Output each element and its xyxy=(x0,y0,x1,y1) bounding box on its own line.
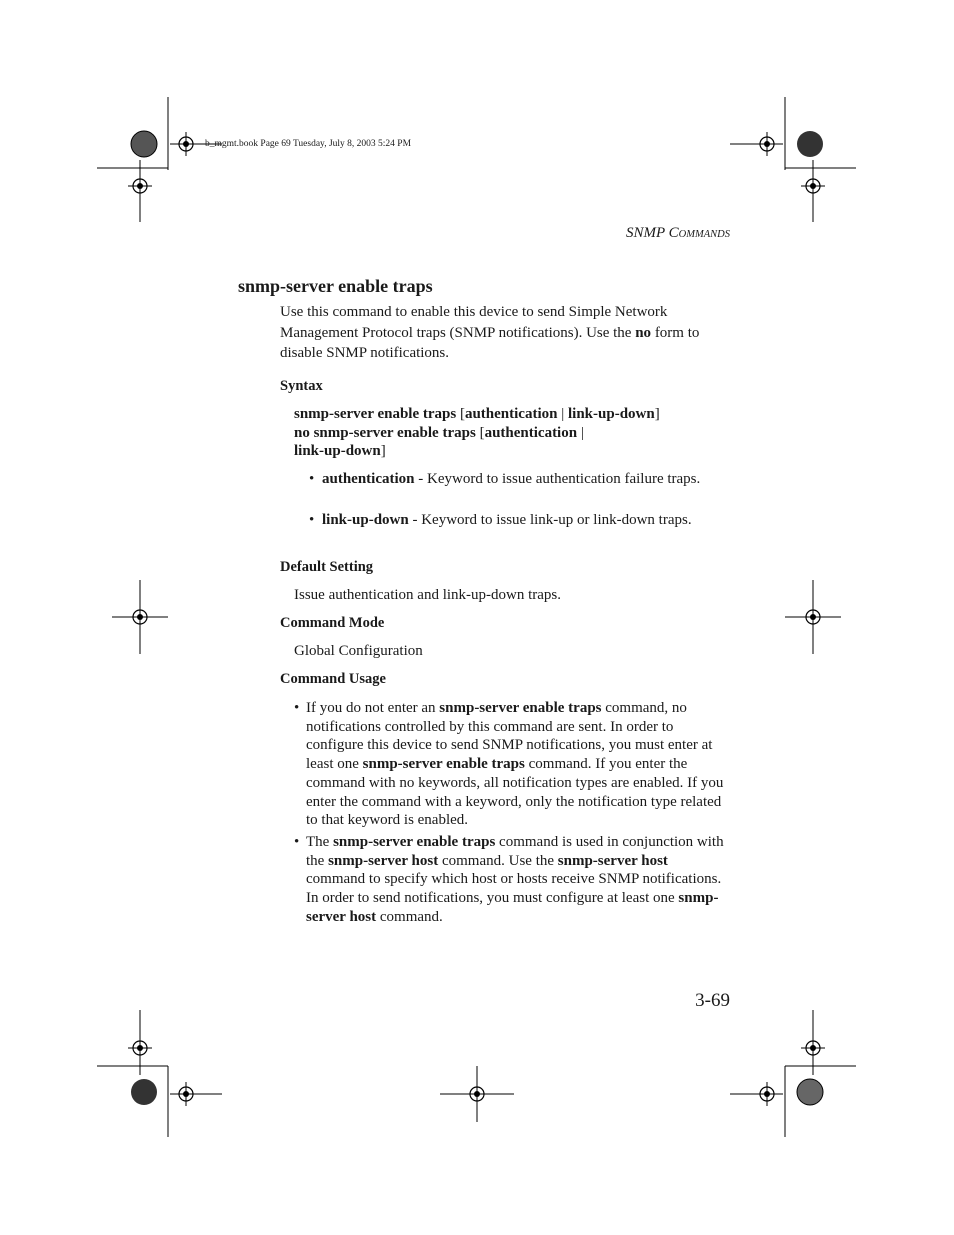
syntax-line-2 xyxy=(294,424,734,443)
bullet-text: - Keyword to issue link-up or link-down traps. xyxy=(408,512,692,528)
syntax-bullet-authentication xyxy=(309,470,722,489)
running-head xyxy=(626,225,730,242)
usage-keyword: snmp-server enable traps xyxy=(333,834,496,850)
usage-bullet-1 xyxy=(294,699,730,830)
bullet-icon: • xyxy=(294,834,300,850)
usage-text: The xyxy=(306,834,334,850)
syntax-no-command: no snmp-server enable traps xyxy=(294,424,476,441)
usage-text: command. If you enter the command with no keywords, all notification types are enabled. If you enter the command with a keyword, only the notification type related to that keyword is enabled. xyxy=(306,756,724,829)
bullet-icon: • xyxy=(309,471,315,487)
syntax-separator: | xyxy=(557,406,568,422)
bullet-term: authentication xyxy=(322,471,415,487)
syntax-bracket: [ xyxy=(475,424,485,441)
default-setting-heading: Default Setting xyxy=(280,559,374,575)
bullet-term: link-up-down xyxy=(322,512,409,528)
intro-text-end: form to disable SNMP notifications. xyxy=(280,324,700,361)
syntax-keyword-link: link-up-down xyxy=(294,443,381,459)
usage-text: If you do not enter an xyxy=(306,700,440,716)
bullet-text: - Keyword to issue authentication failure traps. xyxy=(414,471,701,487)
syntax-line-1 xyxy=(294,405,734,424)
syntax-separator: | xyxy=(577,424,584,441)
bullet-icon: • xyxy=(294,700,300,716)
command-mode-text: Global Configuration xyxy=(294,643,423,659)
syntax-keyword-auth: authentication xyxy=(464,406,558,422)
print-slug: b_mgmt.book Page 69 Tuesday, July 8, 2003 5:24 PM xyxy=(205,139,412,149)
usage-keyword: snmp-server enable traps xyxy=(362,756,525,773)
syntax-keyword-link: link-up-down xyxy=(568,406,655,422)
intro-keyword: no xyxy=(635,324,652,341)
command-mode-heading: Command Mode xyxy=(280,615,385,631)
bullet-icon: • xyxy=(309,512,315,528)
syntax-bracket: [ xyxy=(456,406,465,422)
syntax-heading: Syntax xyxy=(280,378,323,394)
syntax-block xyxy=(294,405,734,461)
running-head-smallcaps: OMMANDS xyxy=(678,229,730,240)
usage-keyword: snmp-server host xyxy=(306,890,719,925)
syntax-keyword-auth: authentication xyxy=(484,424,578,441)
running-head-text: SNMP C xyxy=(626,225,679,241)
syntax-bracket-close: ] xyxy=(654,406,660,422)
section-title: snmp-server enable traps xyxy=(238,276,433,296)
usage-keyword: snmp-server enable traps xyxy=(439,700,602,716)
usage-keyword: snmp-server host xyxy=(557,852,668,869)
usage-text: command. Use the xyxy=(438,852,558,869)
usage-text: command. xyxy=(376,908,443,925)
intro-paragraph xyxy=(280,302,730,364)
syntax-command: snmp-server enable traps xyxy=(294,406,457,422)
usage-keyword: snmp-server host xyxy=(328,852,439,869)
syntax-bracket-close: ] xyxy=(380,443,386,459)
usage-text: command is used in conjunction with the xyxy=(306,834,724,869)
intro-text: Use this command to enable this device to send Simple Network Management Protocol traps (SNMP notifications). Use the xyxy=(280,304,668,341)
default-setting-text: Issue authentication and link-up-down traps. xyxy=(294,587,562,603)
syntax-line-3 xyxy=(294,442,734,461)
page-number: 3-69 xyxy=(695,990,730,1011)
command-usage-heading: Command Usage xyxy=(280,671,386,687)
usage-text: command to specify which host or hosts receive SNMP notifications. In order to send notifications, you must configure at least one xyxy=(306,871,722,907)
usage-bullet-2 xyxy=(294,833,730,927)
usage-text: command, no notifications controlled by this command are sent. In order to configure this device to send SNMP notifications, you must enter at least one xyxy=(306,700,713,773)
syntax-bullet-link-up-down xyxy=(309,511,722,530)
